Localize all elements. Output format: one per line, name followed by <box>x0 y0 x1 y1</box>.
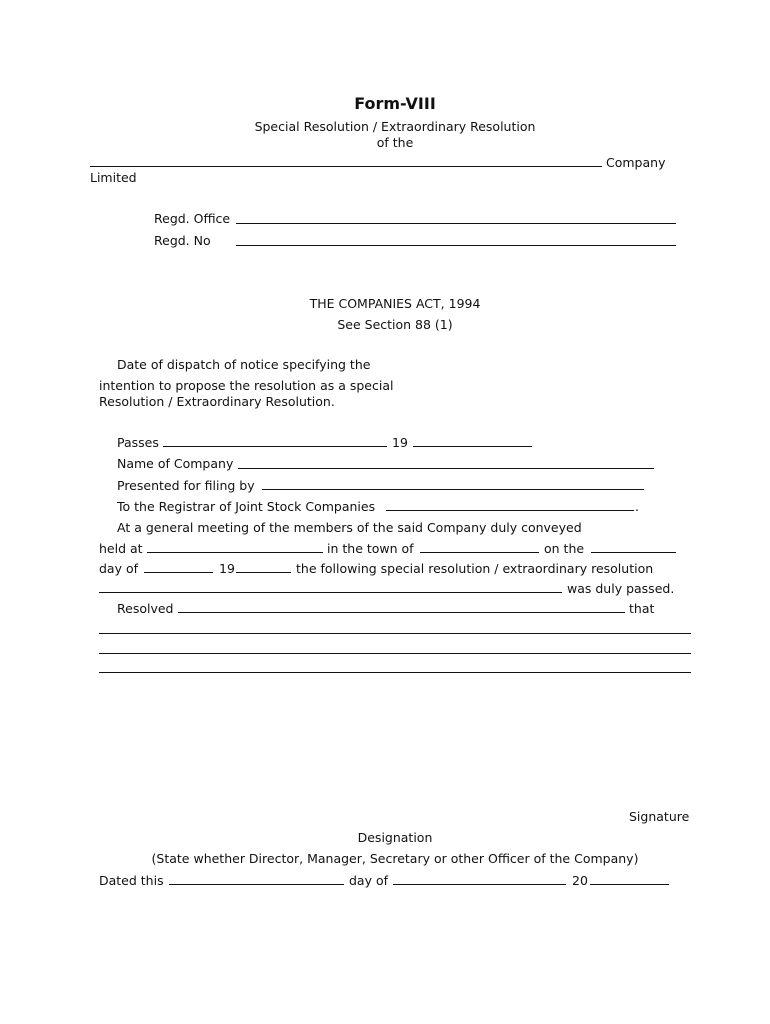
company-name-blank[interactable] <box>90 166 602 167</box>
passes-year-blank[interactable] <box>413 446 532 447</box>
form-of-the: of the <box>376 135 414 150</box>
footer-month-blank[interactable] <box>393 884 566 885</box>
dispatch-line-1: Date of dispatch of notice specifying the <box>117 357 371 372</box>
resolved-label: Resolved <box>117 601 174 616</box>
company-suffix: Company <box>606 155 666 170</box>
registrar-end: . <box>635 499 639 514</box>
regd-no-label: Regd. No <box>154 233 211 248</box>
resolved-blank[interactable] <box>178 612 625 613</box>
year-20-label: 20 <box>572 873 588 888</box>
regd-no-blank[interactable] <box>236 245 676 246</box>
meeting-text: At a general meeting of the members of the said Company duly conveyed <box>117 520 582 535</box>
resolution-text-line-2[interactable] <box>99 653 691 654</box>
resolution-blank[interactable] <box>99 592 562 593</box>
dispatch-line-3: Resolution / Extraordinary Resolution. <box>99 394 335 409</box>
day-of-label: day of <box>99 561 139 576</box>
form-title: Form-VIII <box>354 94 436 113</box>
company-name-field[interactable] <box>238 468 654 469</box>
year-19-label: 19 <box>219 561 235 576</box>
limited-label: Limited <box>90 170 137 185</box>
company-name-label: Name of Company <box>117 456 234 471</box>
resolution-text-line-3[interactable] <box>99 672 691 673</box>
on-the-label: on the <box>544 541 585 556</box>
passes-year-prefix: 19 <box>392 435 408 450</box>
dated-this-blank[interactable] <box>169 884 344 885</box>
dispatch-line-2: intention to propose the resolution as a special <box>99 378 394 393</box>
regd-office-label: Regd. Office <box>154 211 231 226</box>
regd-office-blank[interactable] <box>236 223 676 224</box>
in-town-label: in the town of <box>327 541 414 556</box>
registrar-label: To the Registrar of Joint Stock Companies <box>117 499 376 514</box>
state-note: (State whether Director, Manager, Secretary or other Officer of the Company) <box>151 851 639 866</box>
year-19-blank[interactable] <box>236 572 291 573</box>
form-subtitle: Special Resolution / Extraordinary Resolution <box>254 119 536 134</box>
act-section: See Section 88 (1) <box>337 317 453 332</box>
passes-blank[interactable] <box>163 446 387 447</box>
act-name: THE COMPANIES ACT, 1994 <box>309 296 481 311</box>
day-blank[interactable] <box>144 572 213 573</box>
held-at-label: held at <box>99 541 143 556</box>
town-blank[interactable] <box>420 552 539 553</box>
passes-label: Passes <box>117 435 159 450</box>
dated-this-label: Dated this <box>99 873 164 888</box>
on-the-blank[interactable] <box>591 552 676 553</box>
presented-label: Presented for filing by <box>117 478 255 493</box>
presented-blank[interactable] <box>262 489 644 490</box>
that-label: that <box>629 601 655 616</box>
duly-passed-text: was duly passed. <box>567 581 675 596</box>
resolution-text-line-1[interactable] <box>99 633 691 634</box>
signature-label: Signature <box>629 809 690 824</box>
held-at-blank[interactable] <box>147 552 323 553</box>
year-20-blank[interactable] <box>590 884 669 885</box>
footer-day-of-label: day of <box>349 873 389 888</box>
registrar-blank[interactable] <box>386 510 634 511</box>
designation-label: Designation <box>357 830 433 845</box>
following-text: the following special resolution / extraordinary resolution <box>296 561 654 576</box>
